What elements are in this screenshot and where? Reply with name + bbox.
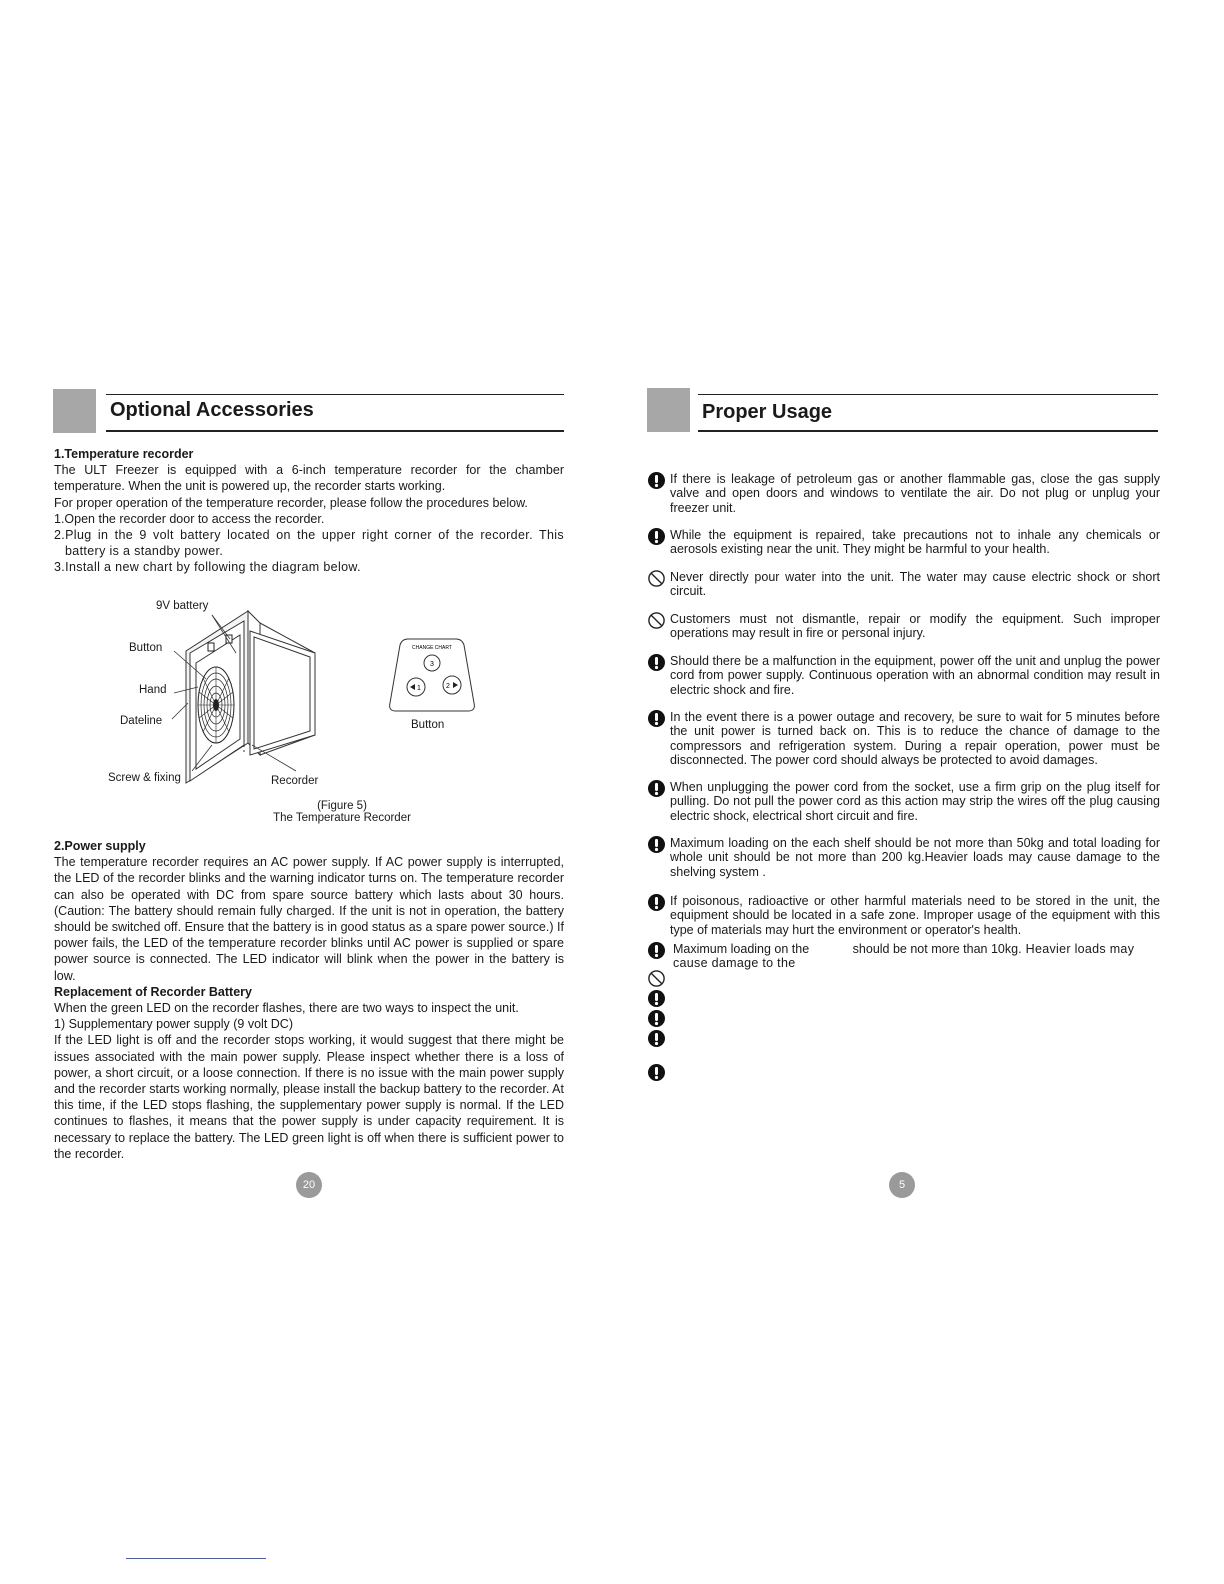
label-dateline: Dateline bbox=[120, 715, 163, 727]
label-recorder: Recorder bbox=[271, 775, 319, 787]
label-button: Button bbox=[129, 642, 163, 654]
panel-text: CHANGE CHART bbox=[412, 645, 452, 651]
usage-text: If there is leakage of petroleum gas or another flammable gas, close the gas supply valve and open doors and windows to ventilate the air. Do not plug or unplug your freezer unit. bbox=[670, 472, 1160, 515]
usage-list bbox=[648, 472, 1160, 1092]
page-number: 20 bbox=[296, 1172, 322, 1198]
step: 3.Install a new chart by following the diagram below. bbox=[54, 560, 361, 575]
partial-text: should be not more than 10kg bbox=[852, 942, 1019, 956]
usage-text: Customers must not dismantle, repair or modify the equipment. Such improper operations may result in fire or personal injury. bbox=[670, 612, 1160, 641]
section-title: Optional Accessories bbox=[110, 399, 314, 421]
label-screw-fixing: Screw & fixing bbox=[108, 772, 181, 784]
section-rule bbox=[698, 430, 1158, 432]
exclamation-icon bbox=[648, 894, 665, 911]
figure-number: (Figure 5) bbox=[317, 800, 367, 812]
button-1-label: 1 bbox=[417, 685, 421, 692]
section-heading: 1.Temperature recorder bbox=[54, 447, 194, 461]
paragraph: When the green LED on the recorder flashes, there are two ways to inspect the unit. bbox=[54, 1001, 519, 1016]
exclamation-icon bbox=[648, 1030, 665, 1047]
temperature-recorder-section bbox=[54, 446, 564, 576]
partial-text: cause damage to the bbox=[673, 956, 796, 970]
partial-text: . Heavier loads may bbox=[1018, 942, 1135, 956]
button-3-label: 3 bbox=[430, 661, 434, 668]
partial-text: Maximum loading on the bbox=[673, 942, 810, 956]
label-button-panel: Button bbox=[411, 719, 445, 731]
usage-text: Never directly pour water into the unit. The water may cause electric shock or short circuit. bbox=[670, 570, 1160, 599]
exclamation-icon bbox=[648, 990, 665, 1007]
power-supply-section bbox=[54, 838, 564, 1162]
section-marker bbox=[53, 389, 96, 433]
section-heading: 2.Power supply bbox=[54, 839, 146, 853]
exclamation-icon bbox=[648, 472, 665, 489]
section-heading: Replacement of Recorder Battery bbox=[54, 984, 252, 999]
prohibited-icon bbox=[648, 570, 665, 587]
paragraph: The temperature recorder requires an AC power supply. If AC power supply is interrupted, the LED of the recorder blinks and the warning indicator turns on. The temperature recorder can also be operated with DC from spare source battery which lasts about 30 hours.(Caution: The battery should remain fully charged. If the unit is not in operation, the battery should be switched off. Ensure that the battery is in good status as a spare power source.) If power fails, the LED of the temperature recorder blinks until AC power is supplied or spare power source is connected. The LED indicator will blink when the power in the battery is low. bbox=[54, 855, 564, 983]
exclamation-icon bbox=[648, 780, 665, 797]
usage-text: When unplugging the power cord from the socket, use a firm grip on the plug itself for pulling. Do not pull the power cord as this action may strip the wires off the plug causing electric shock, electrical short circuit and fire. bbox=[670, 780, 1160, 823]
figure-caption bbox=[240, 800, 444, 824]
usage-text: In the event there is a power outage and recovery, be sure to wait for 5 minutes before the unit power is turned back on. This is to reduce the chance of damage to the compressors and refrigeration system. During a repair operation, power must be disconnected. The power cord should always be protected to avoid damages. bbox=[670, 710, 1160, 767]
step: 2.Plug in the 9 volt battery located on the upper right corner of the recorder. This battery is a standby power. bbox=[54, 528, 564, 559]
exclamation-icon bbox=[648, 528, 665, 545]
label-hand: Hand bbox=[139, 684, 167, 696]
usage-text: If poisonous, radioactive or other harmful materials need to be stored in the unit, the equipment should be located in a safe zone. Improper usage of the equipment with this type of materials may hurt the environment or operator's health. bbox=[670, 894, 1160, 937]
figure-title: The Temperature Recorder bbox=[273, 812, 411, 824]
usage-text: While the equipment is repaired, take precautions not to inhale any chemicals or aerosols existing near the unit. They might be harmful to your health. bbox=[670, 528, 1160, 557]
prohibited-icon bbox=[648, 970, 665, 987]
section-rule bbox=[106, 430, 564, 432]
partial-line bbox=[673, 942, 1160, 956]
paragraph: 1) Supplementary power supply (9 volt DC) bbox=[54, 1017, 293, 1032]
footer-link-underline[interactable] bbox=[126, 1558, 266, 1559]
paragraph: The ULT Freezer is equipped with a 6-inch temperature recorder for the chamber temperature. When the unit is powered up, the recorder starts working. bbox=[54, 463, 564, 494]
exclamation-icon bbox=[648, 1010, 665, 1027]
section-marker bbox=[647, 388, 690, 432]
exclamation-icon bbox=[648, 654, 665, 671]
section-rule bbox=[698, 394, 1158, 395]
paragraph: For proper operation of the temperature recorder, please follow the procedures below. bbox=[54, 495, 528, 510]
usage-text: Should there be a malfunction in the equipment, power off the unit and unplug the power cord from power supply. Continuous operation with an abnormal condition may result in electric shock and fire. bbox=[670, 654, 1160, 697]
section-title: Proper Usage bbox=[702, 401, 833, 423]
step: 1.Open the recorder door to access the recorder. bbox=[54, 511, 325, 526]
exclamation-icon bbox=[648, 836, 665, 853]
button-2-label: 2 bbox=[446, 683, 450, 690]
exclamation-icon bbox=[648, 942, 665, 959]
section-rule bbox=[106, 394, 564, 395]
exclamation-icon bbox=[648, 1064, 665, 1081]
paragraph: If the LED light is off and the recorder stops working, it would suggest that there might be issues associated with the main power supply. Please inspect whether there is a loss of power, a short circuit, or a loose connection. If there is no issue with the main power supply and the recorder starts working normally, please install the backup battery to the recorder. At this time, if the LED stops flashing, the supplementary power supply is normal. If the LED continues to flashes, it means that the power supply is under capacity requirement. It is necessary to replace the battery. The LED green light is off when there is sufficient power to the recorder. bbox=[54, 1033, 564, 1161]
right-page bbox=[612, 0, 1224, 1584]
prohibited-icon bbox=[648, 612, 665, 629]
label-9v-battery: 9V battery bbox=[156, 600, 209, 612]
page-number: 5 bbox=[889, 1172, 915, 1198]
exclamation-icon bbox=[648, 710, 665, 727]
usage-text: Maximum loading on the each shelf should be not more than 50kg and total loading for whole unit should be not more than 200 kg.Heavier loads may cause damage to the shelving system . bbox=[670, 836, 1160, 879]
